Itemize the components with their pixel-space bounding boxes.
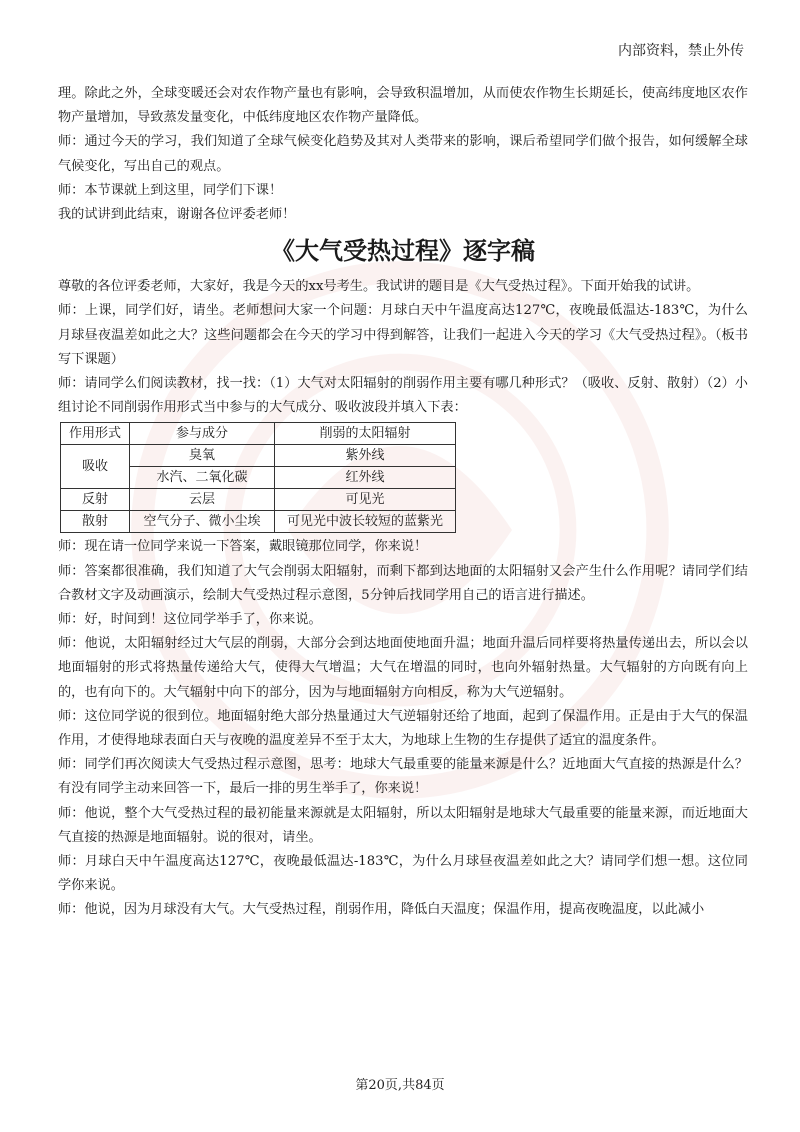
paragraph: 师：这位同学说的很到位。地面辐射绝大部分热量通过大气逆辐射还给了地面，起到了保温作用。正是由于大气的保温作用，才使得地球表面白天与夜晚的温度差异不至于太大，为地球上生物的生存提供了适宜的温度条件。	[58, 708, 748, 749]
paragraph: 我的试讲到此结束，谢谢各位评委老师！	[58, 207, 296, 223]
table-header-row	[61, 423, 456, 445]
table-cell: 吸收	[61, 445, 130, 489]
paragraph: 师：他说，因为月球没有大气。大气受热过程，削弱作用，降低白天温度；保温作用，提高夜晚温度，以此减小	[58, 902, 705, 918]
paragraph: 师：月球白天中午温度高达127℃，夜晚最低温达-183℃，为什么月球昼夜温差如此之大？请同学们想一想。这位同学你来说。	[58, 854, 748, 894]
table-cell: 红外线	[275, 467, 456, 489]
attenuation-table	[60, 422, 456, 533]
table-row	[61, 511, 456, 533]
paragraph: 师：本节课就上到这里，同学们下课！	[58, 182, 283, 198]
paragraph: 师：上课，同学们好，请坐。老师想问大家一个问题：月球白天中午温度高达127℃，夜晚最低温达-183℃，为什么月球昼夜温差如此之大？这些问题都会在今天的学习中得到解答，让我们一起进入今天的学习《大气受热过程》。（板书写下课题）	[58, 303, 748, 367]
table-header-cell: 作用形式	[61, 423, 130, 445]
paragraph: 理。除此之外，全球变暖还会对农作物产量也有影响，会导致积温增加，从而使农作物生长期延长，使高纬度地区农作物产量增加，导致蒸发量变化，中低纬度地区农作物产量降低。	[58, 86, 748, 126]
paragraph: 尊敬的各位评委老师，大家好，我是今天的xx号考生。我试讲的题目是《大气受热过程》。下面开始我的试讲。	[58, 279, 700, 295]
table-cell: 空气分子、微小尘埃	[130, 511, 275, 533]
section-title: 《大气受热过程》逐字稿	[271, 237, 535, 266]
paragraph: 师：现在请一位同学来说一下答案，戴眼镜那位同学，你来说！	[58, 539, 428, 555]
table-cell: 云层	[130, 489, 275, 511]
paragraph: 师：他说，太阳辐射经过大气层的削弱，大部分会到达地面使地面升温；地面升温后同样要将热量传递出去，所以会以地面辐射的形式将热量传递给大气，使得大气增温；大气在增温的同时，也向外辐射热量。大气辐射的方向既有向上的，也有向下的。大气辐射中向下的部分，因为与地面辐射方向相反，称为大气逆辐射。	[58, 636, 748, 700]
table-cell: 反射	[61, 489, 130, 511]
header-note: 内部资料，禁止外传	[618, 43, 744, 59]
paragraph: 师：好，时间到！这位同学举手了，你来说。	[58, 612, 322, 628]
table-row	[61, 489, 456, 511]
table-cell: 可见光	[275, 489, 456, 511]
table-header-cell: 参与成分	[130, 423, 275, 445]
page-number: 第20页,共84页	[355, 1078, 445, 1093]
paragraph: 师：请同学么们阅读教材，找一找：（1）大气对太阳辐射的削弱作用主要有哪几种形式？（吸收、反射、散射）（2）小组讨论不同削弱作用形式当中参与的大气成分、吸收波段并填入下表：	[58, 376, 748, 416]
table-cell: 水汽、二氧化碳	[130, 467, 275, 489]
paragraph: 师：同学们再次阅读大气受热过程示意图，思考：地球大气最重要的能量来源是什么？近地面大气直接的热源是什么？有没有同学主动来回答一下，最后一排的男生举手了，你来说！	[58, 757, 748, 797]
paragraph: 师：通过今天的学习，我们知道了全球气候变化趋势及其对人类带来的影响，课后希望同学们做个报告，如何缓解全球气候变化，写出自己的观点。	[58, 134, 748, 174]
table-cell: 紫外线	[275, 445, 456, 467]
table-cell: 散射	[61, 511, 130, 533]
table-header-cell: 削弱的太阳辐射	[275, 423, 456, 445]
table-row	[61, 445, 456, 467]
document-body	[58, 82, 748, 923]
table-cell: 臭氧	[130, 445, 275, 467]
paragraph: 师：答案都很准确，我们知道了大气会削弱太阳辐射，而剩下都到达地面的太阳辐射又会产生什么作用呢？请同学们结合教材文字及动画演示，绘制大气受热过程示意图，5分钟后找同学用自己的语言进行描述。	[58, 563, 748, 603]
paragraph: 师：他说，整个大气受热过程的最初能量来源就是太阳辐射，所以太阳辐射是地球大气最重要的能量来源，而近地面大气直接的热源是地面辐射。说的很对，请坐。	[58, 805, 748, 845]
table-cell: 可见光中波长较短的蓝紫光	[275, 511, 456, 533]
